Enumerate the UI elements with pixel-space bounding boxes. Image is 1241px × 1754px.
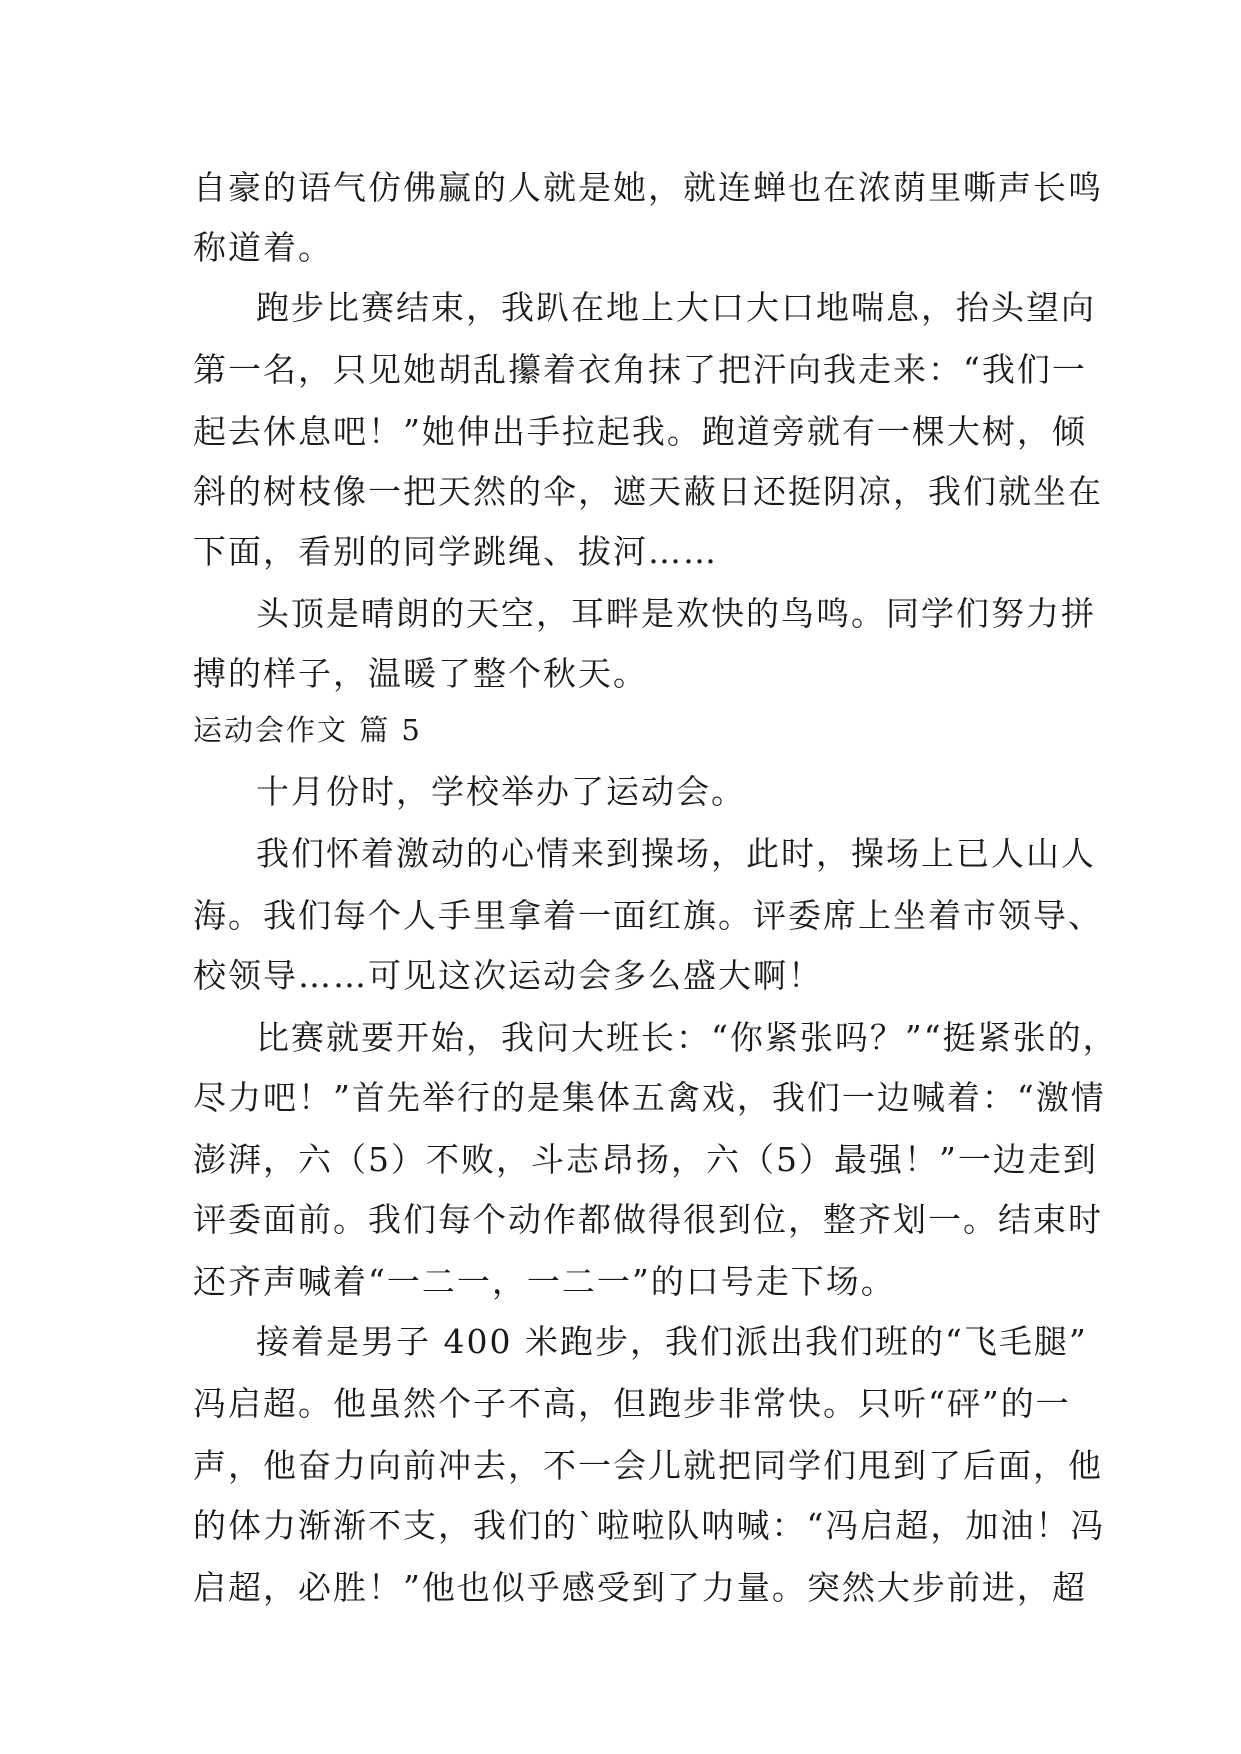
paragraph-line: 我们怀着激动的心情来到操场，此时，操场上已人山人	[256, 834, 1096, 873]
paragraph-line: 斜的树枝像一把天然的伞，遮天蔽日还挺阴凉，我们就坐在	[193, 472, 1103, 511]
paragraph-line: 启超，必胜！”他也似乎感受到了力量。突然大步前进，超	[193, 1568, 1087, 1607]
paragraph-line: 第一名，只见她胡乱攥着衣角抹了把汗向我走来：“我们一	[193, 350, 1087, 389]
paragraph-line: 头顶是晴朗的天空，耳畔是欢快的鸟鸣。同学们努力拼	[256, 594, 1096, 633]
paragraph-line: 下面，看别的同学跳绳、拔河……	[193, 532, 718, 571]
paragraph-line: 比赛就要开始，我问大班长：“你紧张吗？”“挺紧张的，	[256, 1018, 1118, 1057]
paragraph-line: 的体力渐渐不支，我们的`啦啦队呐喊：“冯启超，加油！冯	[193, 1506, 1106, 1545]
paragraph-line: 十月份时，学校举办了运动会。	[256, 772, 746, 811]
paragraph-line: 自豪的语气仿佛赢的人就是她，就连蝉也在浓荫里嘶声长鸣	[193, 168, 1103, 207]
paragraph-line: 接着是男子 400 米跑步，我们派出我们班的“飞毛腿”	[256, 1322, 1088, 1361]
paragraph-line: 起去休息吧！”她伸出手拉起我。跑道旁就有一棵大树，倾	[193, 412, 1087, 451]
paragraph-line: 评委面前。我们每个动作都做得很到位，整齐划一。结束时	[193, 1200, 1103, 1239]
paragraph-line: 声，他奋力向前冲去，不一会儿就把同学们甩到了后面，他	[193, 1446, 1103, 1485]
paragraph-line: 称道着。	[193, 228, 333, 267]
paragraph-line: 澎湃，六（5）不败，斗志昂扬，六（5）最强！”一边走到	[193, 1140, 1098, 1179]
paragraph-line: 搏的样子，温暖了整个秋天。	[193, 654, 648, 693]
paragraph-line: 海。我们每个人手里拿着一面红旗。评委席上坐着市领导、	[193, 896, 1103, 935]
paragraph-line: 冯启超。他虽然个子不高，但跑步非常快。只听“砰”的一	[193, 1384, 1071, 1423]
paragraph-line: 跑步比赛结束，我趴在地上大口大口地喘息，抬头望向	[256, 288, 1096, 327]
section-heading: 运动会作文 篇 5	[193, 713, 422, 747]
paragraph-line: 校领导……可见这次运动会多么盛大啊！	[193, 956, 823, 995]
paragraph-line: 还齐声喊着“一二一，一二一”的口号走下场。	[193, 1262, 896, 1301]
paragraph-line: 尽力吧！”首先举行的是集体五禽戏，我们一边喊着：“激情	[193, 1078, 1106, 1117]
